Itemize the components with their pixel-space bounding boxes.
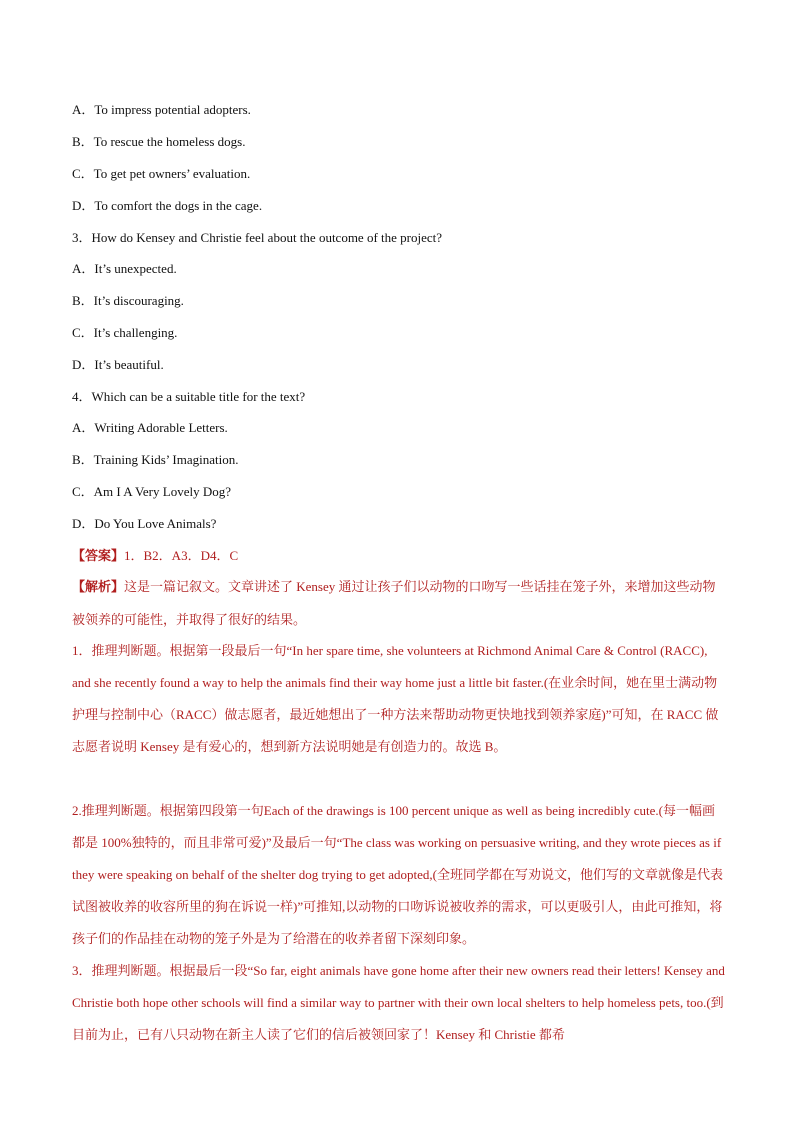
answer-line (72, 547, 732, 566)
q3-option-a: A．It’s unexpected. (72, 261, 177, 276)
analysis-item-1: 1．推理判断题。根据第一段最后一句“In her spare time, she volunteers at Richmond Animal Care & Control (RACC), and she recently found a way to help the animals find their way home just a little bit faster.(在业余时间，她在里士满动物护理与控制中心（RACC）做志愿者，最近她想出了一种方法来帮助动物更快地找到领养家庭)”可知，在 RACC 做志愿者说明 Kensey 是有爱心的，想到新方法说明她是有创造力的。故选 B。 (72, 643, 719, 754)
answer-text: 1．B2．A3．D4．C (124, 548, 239, 563)
q3-option-b: B．It’s discouraging. (72, 293, 184, 308)
q3-option-c: C．It’s challenging. (72, 325, 178, 340)
analysis-tag: 【解析】 (72, 580, 125, 595)
analysis-intro (72, 571, 727, 636)
q2-option-d: D．To comfort the dogs in the cage. (72, 198, 263, 213)
analysis-item-3: 3．推理判断题。根据最后一段“So far, eight animals have gone home after their new owners read their letters! Kensey and Christie both hope other schools will find a similar way to partner with their own local shelters to help homeless pets, too.(到目前为止，已有八只动物在新主人读了它们的信后被领回家了！Kensey 和 Christie 都希 (72, 963, 725, 1042)
q4-option-c: C．Am I A Very Lovely Dog? (72, 484, 231, 499)
q3-option-d: D．It’s beautiful. (72, 357, 164, 372)
q4-option-d: D．Do You Love Animals? (72, 516, 217, 531)
analysis-intro-text: 这是一篇记叙文。文章讲述了 Kensey 通过让孩子们以动物的口吻写一些话挂在笼子外，来增加这些动物被领养的可能性，并取得了很好的结果。 (72, 579, 716, 627)
answer-tag: 【答案】 (72, 549, 125, 564)
q3-question: 3．How do Kensey and Christie feel about the outcome of the project? (72, 230, 443, 245)
q2-option-b: B．To rescue the homeless dogs. (72, 134, 246, 149)
analysis-item-2: 2.推理判断题。根据第四段第一句Each of the drawings is 100 percent unique as well as being incredibly cute.(每一幅画都是 100%独特的，而且非常可爱)”及最后一句“The class was working on persuasive writing, and they wrote pieces as if they were speaking on behalf of the shelter dog trying to get adopted,(全班同学都在写劝说文，他们写的文章就像是代表试图被收养的收容所里的狗在诉说一样)”可推知,以动物的口吻诉说被收养的需求，可以更吸引人，由此可推知，将孩子们的作品挂在动物的笼子外是为了给潜在的收养者留下深刻印象。 (72, 803, 723, 946)
q4-option-a: A．Writing Adorable Letters. (72, 420, 228, 435)
q2-option-a: A．To impress potential adopters. (72, 102, 251, 117)
q2-option-c: C．To get pet owners’ evaluation. (72, 166, 251, 181)
q4-question: 4．Which can be a suitable title for the text? (72, 389, 306, 404)
q4-option-b: B．Training Kids’ Imagination. (72, 452, 239, 467)
